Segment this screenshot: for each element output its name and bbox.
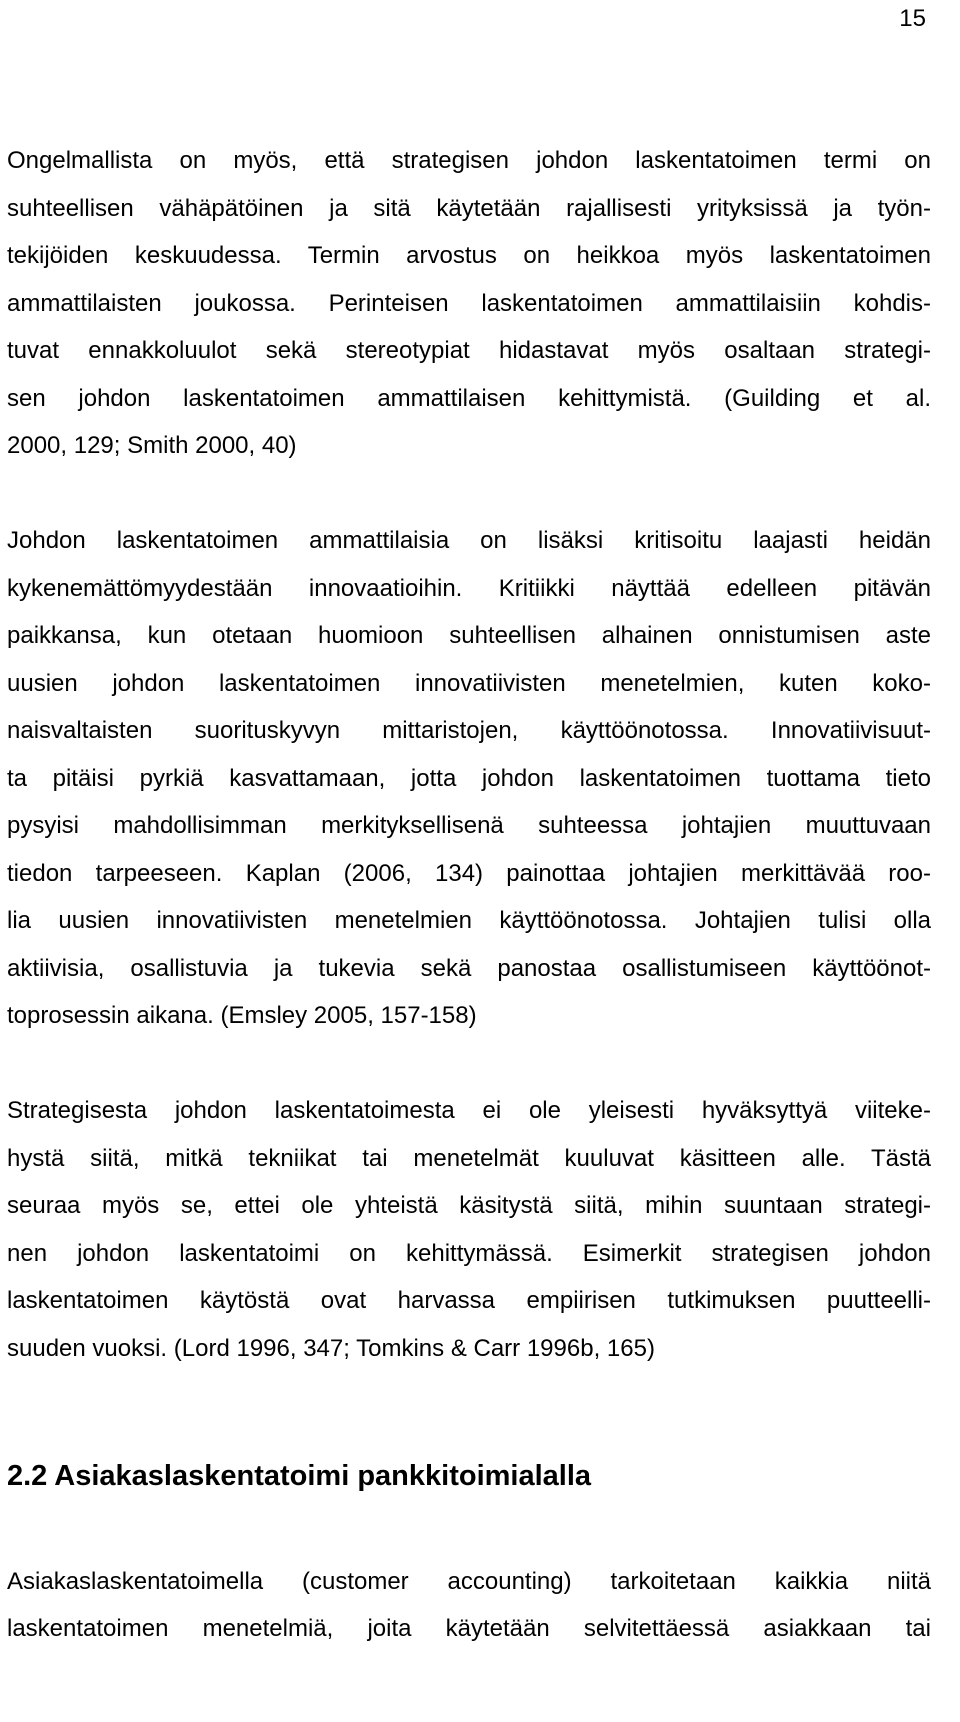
paragraph-line: lia uusien innovatiivisten menetelmien käyttöönotossa. Johtajien tulisi olla (7, 907, 931, 934)
paragraph-1 (7, 137, 931, 470)
paragraph-line: paikkansa, kun otetaan huomioon suhteellisen alhainen onnistumisen aste (7, 622, 931, 649)
paragraph-4 (7, 1558, 931, 1653)
paragraph-line: Strategisesta johdon laskentatoimesta ei ole yleisesti hyväksyttyä viiteke- (7, 1097, 931, 1124)
paragraph-line: laskentatoimen käytöstä ovat harvassa empiirisen tutkimuksen puutteelli- (7, 1287, 931, 1314)
paragraph-spacer (7, 1040, 931, 1088)
paragraph-line: uusien johdon laskentatoimen innovatiivisten menetelmien, kuten koko- (7, 669, 931, 697)
paragraph-line: tuvat ennakkoluulot sekä stereotypiat hidastavat myös osaltaan strategi- (7, 337, 931, 364)
paragraph-line: naisvaltaisten suorituskyvyn mittaristojen, käyttöönotossa. Innovatiivisuut- (7, 717, 931, 744)
section-heading: 2.2 Asiakaslaskentatoimi pankkitoimialalla (7, 1460, 592, 1492)
paragraph-line: ta pitäisi pyrkiä kasvattamaan, jotta johdon laskentatoimen tuottama tieto (7, 764, 931, 792)
paragraph-line: suuden vuoksi. (Lord 1996, 347; Tomkins & Carr 1996b, 165) (7, 1334, 655, 1362)
paragraph-line: laskentatoimen menetelmiä, joita käytetään selvitettäessä asiakkaan tai (7, 1615, 931, 1642)
paragraph-line: pysyisi mahdollisimman merkityksellisenä suhteessa johtajien muuttuvaan (7, 812, 931, 839)
paragraph-line: Ongelmallista on myös, että strategisen johdon laskentatoimen termi on (7, 147, 931, 174)
paragraph-line: sen johdon laskentatoimen ammattilaisen kehittymistä. (Guilding et al. (7, 384, 931, 412)
page-number: 15 (899, 5, 926, 32)
paragraph-line: hystä siitä, mitkä tekniikat tai menetelmät kuuluvat käsitteen alle. Tästä (7, 1144, 931, 1172)
paragraph-2 (7, 517, 931, 1040)
paragraph-line: tekijöiden keskuudessa. Termin arvostus on heikkoa myös laskentatoimen (7, 242, 931, 269)
document-body (7, 137, 931, 1653)
paragraph-line: nen johdon laskentatoimi on kehittymässä. Esimerkit strategisen johdon (7, 1239, 931, 1267)
paragraph-line: toprosessin aikana. (Emsley 2005, 157-158) (7, 1002, 477, 1029)
paragraph-spacer (7, 470, 931, 518)
paragraph-line: suhteellisen vähäpätöinen ja sitä käytetään rajallisesti yrityksissä ja työn- (7, 194, 931, 222)
paragraph-line: aktiivisia, osallistuvia ja tukevia sekä panostaa osallistumiseen käyttöönot- (7, 954, 931, 982)
heading-spacer (7, 1372, 931, 1453)
paragraph-line: Johdon laskentatoimen ammattilaisia on lisäksi kritisoitu laajasti heidän (7, 527, 931, 554)
paragraph-line: tiedon tarpeeseen. Kaplan (2006, 134) painottaa johtajien merkittävää roo- (7, 859, 931, 887)
paragraph-line: Asiakaslaskentatoimella (customer accounting) tarkoitetaan kaikkia niitä (7, 1567, 931, 1595)
paragraph-line: kykenemättömyydestään innovaatioihin. Kritiikki näyttää edelleen pitävän (7, 574, 931, 602)
paragraph-line: ammattilaisten joukossa. Perinteisen laskentatoimen ammattilaisiin kohdis- (7, 289, 931, 317)
heading-spacer (7, 1501, 931, 1558)
paragraph-line: 2000, 129; Smith 2000, 40) (7, 432, 297, 459)
paragraph-line: seuraa myös se, ettei ole yhteistä käsitystä siitä, mihin suuntaan strategi- (7, 1192, 931, 1219)
paragraph-3 (7, 1087, 931, 1372)
